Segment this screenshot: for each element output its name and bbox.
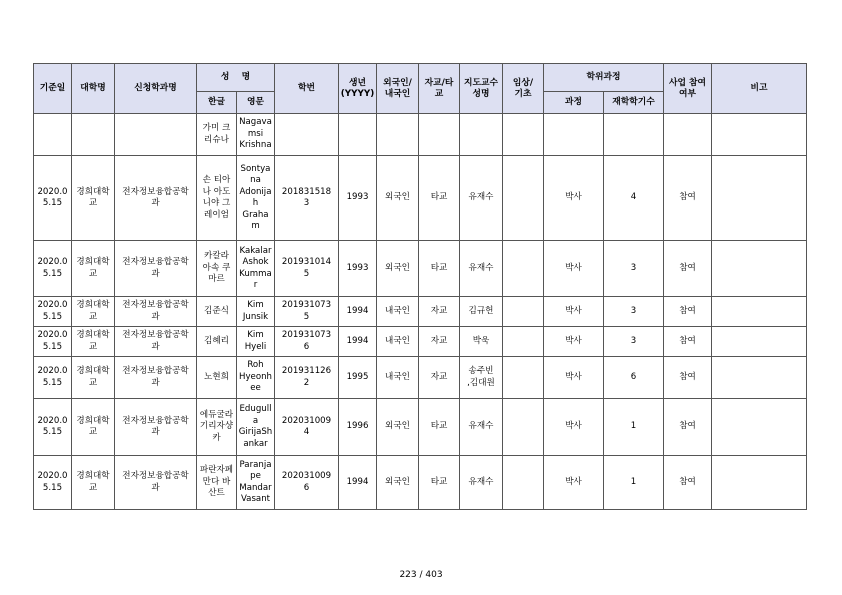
- cell-course: [544, 114, 604, 156]
- header-semesters: 재학학기수: [604, 92, 664, 114]
- cell-participation: 참여: [664, 456, 712, 510]
- table-row: [34, 241, 807, 297]
- cell-clinical: [503, 456, 544, 510]
- cell-birth: [339, 114, 377, 156]
- cell-school: 자교: [419, 357, 460, 399]
- cell-date: 2020.0 5.15: [34, 456, 72, 510]
- cell-nationality: 내국인: [377, 357, 419, 399]
- cell-university: 경희대학 교: [72, 156, 115, 241]
- cell-advisor: 유재수: [460, 156, 503, 241]
- cell-advisor: 박욱: [460, 327, 503, 357]
- cell-nationality: [377, 114, 419, 156]
- cell-clinical: [503, 114, 544, 156]
- cell-course: 박사: [544, 297, 604, 327]
- cell-university: [72, 114, 115, 156]
- cell-clinical: [503, 357, 544, 399]
- header-name-en: 영문: [237, 92, 275, 114]
- cell-course: 박사: [544, 241, 604, 297]
- cell-semesters: 1: [604, 399, 664, 456]
- cell-advisor: 김규헌: [460, 297, 503, 327]
- cell-name-en: Sontya na Adonija h Graha m: [237, 156, 275, 241]
- header-dept: 신청학과명: [115, 64, 197, 114]
- cell-advisor: 유재수: [460, 399, 503, 456]
- cell-date: 2020.0 5.15: [34, 156, 72, 241]
- table-row: [34, 297, 807, 327]
- cell-semesters: 4: [604, 156, 664, 241]
- cell-name-kr: 노현희: [197, 357, 237, 399]
- cell-university: 경희대학 교: [72, 456, 115, 510]
- cell-name-en: Edugull a GirijaSh ankar: [237, 399, 275, 456]
- cell-remarks: [712, 357, 807, 399]
- cell-nationality: 외국인: [377, 241, 419, 297]
- cell-remarks: [712, 114, 807, 156]
- cell-name-en: Kakalar Ashok Kumma r: [237, 241, 275, 297]
- cell-advisor: 유재수: [460, 241, 503, 297]
- cell-date: 2020.0 5.15: [34, 241, 72, 297]
- cell-semesters: 6: [604, 357, 664, 399]
- cell-dept: 전자정보융합공학 과: [115, 156, 197, 241]
- cell-school: 타교: [419, 399, 460, 456]
- cell-birth: 1995: [339, 357, 377, 399]
- cell-birth: 1993: [339, 241, 377, 297]
- cell-date: 2020.0 5.15: [34, 399, 72, 456]
- cell-participation: 참여: [664, 357, 712, 399]
- header-advisor: 지도교수 성명: [460, 64, 503, 114]
- table-row: [34, 114, 807, 156]
- cell-name-en: Paranja pe Mandar Vasant: [237, 456, 275, 510]
- cell-university: 경희대학 교: [72, 297, 115, 327]
- cell-advisor: 송주빈 ,김대원: [460, 357, 503, 399]
- cell-course: 박사: [544, 156, 604, 241]
- cell-participation: 참여: [664, 241, 712, 297]
- header-student-id: 학번: [275, 64, 339, 114]
- cell-advisor: [460, 114, 503, 156]
- cell-participation: 참여: [664, 327, 712, 357]
- cell-student-id: 201831518 3: [275, 156, 339, 241]
- cell-name-kr: 가미 크 리슈나: [197, 114, 237, 156]
- cell-student-id: 201931014 5: [275, 241, 339, 297]
- header-participation: 사업 참여 여부: [664, 64, 712, 114]
- cell-semesters: [604, 114, 664, 156]
- cell-date: [34, 114, 72, 156]
- header-row-1: [34, 64, 807, 92]
- cell-nationality: 내국인: [377, 327, 419, 357]
- cell-date: 2020.0 5.15: [34, 357, 72, 399]
- cell-dept: 전자정보융합공학 과: [115, 297, 197, 327]
- cell-advisor: 유재수: [460, 456, 503, 510]
- cell-dept: 전자정보융합공학 과: [115, 241, 197, 297]
- table-row: [34, 156, 807, 241]
- cell-name-en: Nagava msi Krishna: [237, 114, 275, 156]
- cell-nationality: 외국인: [377, 456, 419, 510]
- cell-university: 경희대학 교: [72, 241, 115, 297]
- cell-nationality: 내국인: [377, 297, 419, 327]
- cell-dept: 전자정보융합공학 과: [115, 399, 197, 456]
- cell-student-id: 201931073 5: [275, 297, 339, 327]
- table-row: [34, 456, 807, 510]
- cell-nationality: 외국인: [377, 399, 419, 456]
- header-birth: 생년 (YYYY): [339, 64, 377, 114]
- cell-student-id: 202031009 4: [275, 399, 339, 456]
- cell-remarks: [712, 399, 807, 456]
- header-remarks: 비고: [712, 64, 807, 114]
- cell-clinical: [503, 399, 544, 456]
- cell-name-en: Kim Hyeli: [237, 327, 275, 357]
- header-school: 자교/타 교: [419, 64, 460, 114]
- header-clinical: 임상/ 기초: [503, 64, 544, 114]
- cell-semesters: 3: [604, 297, 664, 327]
- cell-school: 자교: [419, 297, 460, 327]
- cell-name-kr: 에듀굴라 기리자샹 카: [197, 399, 237, 456]
- cell-nationality: 외국인: [377, 156, 419, 241]
- cell-remarks: [712, 156, 807, 241]
- cell-school: 타교: [419, 156, 460, 241]
- cell-participation: 참여: [664, 156, 712, 241]
- cell-course: 박사: [544, 399, 604, 456]
- cell-birth: 1996: [339, 399, 377, 456]
- cell-name-en: Kim Junsik: [237, 297, 275, 327]
- cell-date: 2020.0 5.15: [34, 327, 72, 357]
- cell-name-kr: 손 티아 나 아도 니야 그 레이엄: [197, 156, 237, 241]
- cell-birth: 1994: [339, 297, 377, 327]
- student-table: [33, 63, 807, 510]
- cell-dept: 전자정보융합공학 과: [115, 456, 197, 510]
- cell-participation: 참여: [664, 399, 712, 456]
- table-row: [34, 399, 807, 456]
- cell-course: 박사: [544, 357, 604, 399]
- cell-birth: 1994: [339, 456, 377, 510]
- cell-birth: 1993: [339, 156, 377, 241]
- cell-dept: 전자정보융합공학 과: [115, 327, 197, 357]
- header-nationality: 외국인/ 내국인: [377, 64, 419, 114]
- header-name-kr: 한글: [197, 92, 237, 114]
- cell-name-kr: 파란자페 만다 바 산트: [197, 456, 237, 510]
- cell-participation: 참여: [664, 297, 712, 327]
- cell-clinical: [503, 241, 544, 297]
- cell-university: 경희대학 교: [72, 399, 115, 456]
- cell-course: 박사: [544, 327, 604, 357]
- table-row: [34, 327, 807, 357]
- cell-clinical: [503, 156, 544, 241]
- cell-university: 경희대학 교: [72, 327, 115, 357]
- cell-student-id: 201931073 6: [275, 327, 339, 357]
- cell-dept: 전자정보융합공학 과: [115, 357, 197, 399]
- table-row: [34, 357, 807, 399]
- cell-course: 박사: [544, 456, 604, 510]
- page-number: 223 / 403: [399, 570, 443, 580]
- cell-clinical: [503, 327, 544, 357]
- cell-clinical: [503, 297, 544, 327]
- cell-school: 타교: [419, 241, 460, 297]
- cell-name-kr: 카칼라 아속 쿠 마르: [197, 241, 237, 297]
- cell-remarks: [712, 297, 807, 327]
- cell-remarks: [712, 241, 807, 297]
- cell-school: 자교: [419, 327, 460, 357]
- cell-student-id: 201931126 2: [275, 357, 339, 399]
- cell-school: [419, 114, 460, 156]
- cell-date: 2020.0 5.15: [34, 297, 72, 327]
- cell-name-kr: 김혜리: [197, 327, 237, 357]
- header-base-date: 기준일: [34, 64, 72, 114]
- cell-semesters: 3: [604, 327, 664, 357]
- header-name: 성 명: [197, 64, 275, 92]
- cell-name-en: Roh Hyeonh ee: [237, 357, 275, 399]
- header-university: 대학명: [72, 64, 115, 114]
- cell-student-id: 202031009 6: [275, 456, 339, 510]
- header-course: 과정: [544, 92, 604, 114]
- cell-school: 타교: [419, 456, 460, 510]
- cell-remarks: [712, 327, 807, 357]
- cell-name-kr: 김준식: [197, 297, 237, 327]
- header-degree: 학위과정: [544, 64, 664, 92]
- cell-semesters: 1: [604, 456, 664, 510]
- cell-dept: [115, 114, 197, 156]
- cell-student-id: [275, 114, 339, 156]
- cell-university: 경희대학 교: [72, 357, 115, 399]
- cell-remarks: [712, 456, 807, 510]
- cell-participation: [664, 114, 712, 156]
- cell-birth: 1994: [339, 327, 377, 357]
- cell-semesters: 3: [604, 241, 664, 297]
